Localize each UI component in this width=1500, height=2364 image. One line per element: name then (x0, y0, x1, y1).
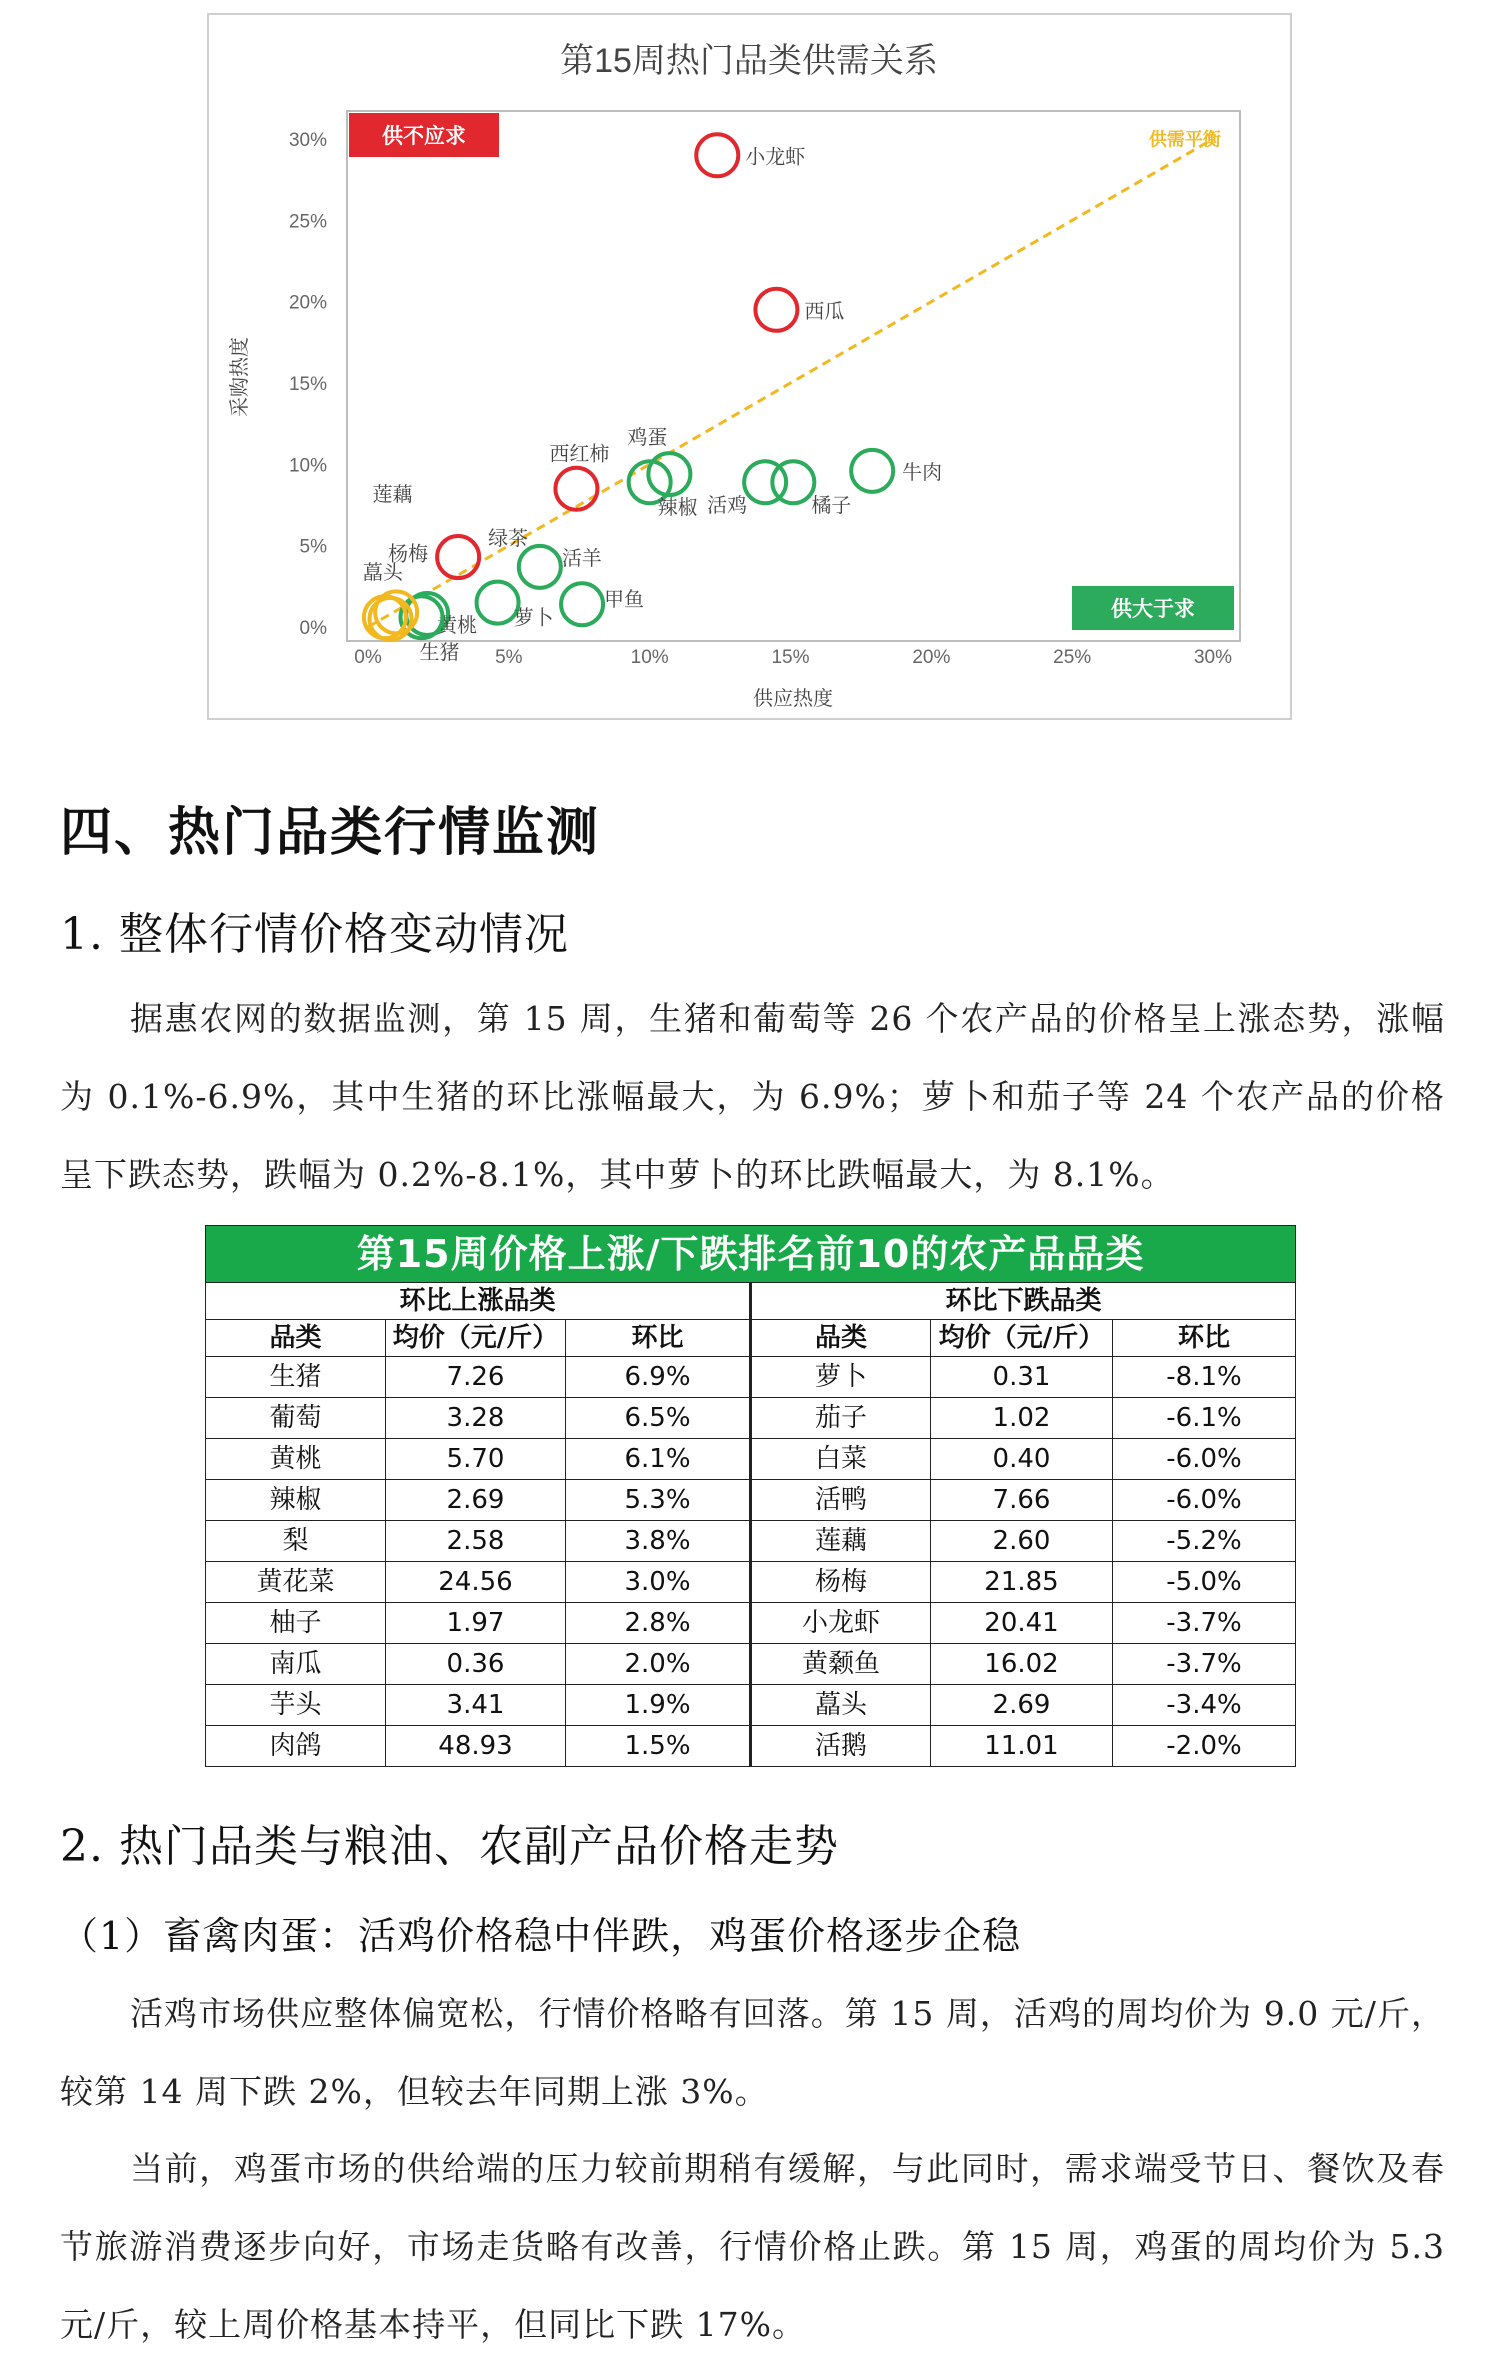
category-cell: 黄桃 (206, 1439, 386, 1480)
change-cell: -3.7% (1113, 1644, 1296, 1685)
category-cell: 柚子 (206, 1603, 386, 1644)
category-cell: 莲藕 (751, 1521, 931, 1562)
change-cell: 3.8% (566, 1521, 751, 1562)
category-cell: 黄颡鱼 (751, 1644, 931, 1685)
price-cell: 16.02 (931, 1644, 1113, 1685)
rise-header: 环比上涨品类 (206, 1283, 751, 1320)
paragraph-overall: 据惠农网的数据监测，第 15 周，生猪和葡萄等 26 个农产品的价格呈上涨态势，涨幅为 0.1%-6.9%，其中生猪的环比涨幅最大，为 6.9%；萝卜和茄子等 24 个农产品的价格呈下跌态势，跌幅为 0.2%-8.1%，其中萝卜的环比跌幅最大，为 8.1%。 (60, 999, 1445, 1194)
paragraph-live-chicken: 活鸡市场供应整体偏宽松，行情价格略有回落。第 15 周，活鸡的周均价为 9.0 元/斤，较第 14 周下跌 2%，但较去年同期上涨 3%。 (60, 1994, 1445, 2111)
y-tick-label: 5% (299, 536, 327, 558)
data-point (519, 546, 561, 588)
price-ranking-table-wrap (205, 1225, 1295, 1767)
category-cell: 活鹅 (751, 1726, 931, 1767)
point-label: 鸡蛋 (627, 427, 668, 450)
x-tick-label: 5% (495, 647, 523, 668)
point-label: 西红柿 (549, 443, 610, 466)
price-cell: 2.69 (386, 1480, 566, 1521)
category-cell: 葡萄 (206, 1398, 386, 1439)
data-point (437, 536, 479, 578)
price-cell: 48.93 (386, 1726, 566, 1767)
point-label: 小龙虾 (745, 146, 806, 169)
point-label: 橘子 (811, 495, 852, 518)
x-tick-label: 0% (354, 647, 382, 668)
change-cell: 2.8% (566, 1603, 751, 1644)
y-tick-label: 15% (288, 374, 327, 395)
category-cell: 小龙虾 (751, 1603, 931, 1644)
surplus-badge: 供大于求 (1111, 598, 1195, 621)
point-label: 黄桃 (437, 614, 478, 637)
category-cell: 黄花菜 (206, 1562, 386, 1603)
table-row (206, 1439, 1296, 1480)
price-cell: 5.70 (386, 1439, 566, 1480)
change-cell: -6.0% (1113, 1480, 1296, 1521)
point-label: 杨梅 (388, 543, 429, 566)
y-tick-label: 20% (288, 292, 327, 314)
change-cell: 6.9% (566, 1357, 751, 1398)
table-row (206, 1603, 1296, 1644)
table-row (206, 1644, 1296, 1685)
data-point (851, 450, 893, 492)
point-label: 生猪 (419, 642, 460, 665)
x-tick-label: 20% (912, 647, 951, 668)
table-row (206, 1726, 1296, 1767)
change-cell: -3.7% (1113, 1603, 1296, 1644)
scatter-plot (209, 15, 1290, 718)
data-point (755, 289, 797, 331)
point-label: 绿茶 (488, 528, 529, 551)
data-point (561, 583, 603, 625)
price-cell: 1.02 (931, 1398, 1113, 1439)
price-cell: 7.66 (931, 1480, 1113, 1521)
price-cell: 3.41 (386, 1685, 566, 1726)
category-cell: 杨梅 (751, 1562, 931, 1603)
point-label: 萝卜 (513, 607, 554, 630)
category-cell: 梨 (206, 1521, 386, 1562)
subsection-title-2-1: （1）畜禽肉蛋：活鸡价格稳中伴跌，鸡蛋价格逐步企稳 (60, 1914, 1022, 1958)
price-cell: 2.58 (386, 1521, 566, 1562)
change-cell: 6.5% (566, 1398, 751, 1439)
y-axis-label: 采购热度 (229, 337, 251, 417)
price-cell: 0.31 (931, 1357, 1113, 1398)
subsection-title-2: 2. 热门品类与粮油、农副产品价格走势 (60, 1821, 839, 1872)
point-label: 甲鱼 (604, 589, 645, 612)
category-cell: 芋头 (206, 1685, 386, 1726)
col-header: 环比 (566, 1320, 751, 1357)
x-tick-label: 15% (771, 647, 810, 668)
price-ranking-table (205, 1225, 1296, 1767)
data-point (555, 468, 597, 510)
price-cell: 2.69 (931, 1685, 1113, 1726)
price-cell: 2.60 (931, 1521, 1113, 1562)
col-header: 均价（元/斤） (386, 1320, 566, 1357)
balance-line (368, 139, 1213, 627)
price-cell: 1.97 (386, 1603, 566, 1644)
change-cell: -6.1% (1113, 1398, 1296, 1439)
data-point (477, 582, 519, 624)
data-point (696, 134, 738, 176)
change-cell: -8.1% (1113, 1357, 1296, 1398)
change-cell: 6.1% (566, 1439, 751, 1480)
table-row (206, 1521, 1296, 1562)
category-cell: 白菜 (751, 1439, 931, 1480)
price-cell: 20.41 (931, 1603, 1113, 1644)
fall-header: 环比下跌品类 (751, 1283, 1296, 1320)
y-tick-label: 10% (288, 455, 327, 477)
data-point (772, 461, 814, 503)
chart-title: 第15周热门品类供需关系 (560, 42, 938, 80)
price-cell: 0.40 (931, 1439, 1113, 1480)
price-cell: 11.01 (931, 1726, 1113, 1767)
price-cell: 24.56 (386, 1562, 566, 1603)
subsection-title-1: 1. 整体行情价格变动情况 (60, 909, 569, 960)
section-title: 四、热门品类行情监测 (60, 802, 601, 863)
category-cell: 南瓜 (206, 1644, 386, 1685)
point-label: 莲藕 (372, 483, 413, 506)
change-cell: 3.0% (566, 1562, 751, 1603)
category-cell: 活鸭 (751, 1480, 931, 1521)
balance-label: 供需平衡 (1148, 129, 1221, 150)
point-label: 辣椒 (657, 497, 698, 520)
change-cell: 2.0% (566, 1644, 751, 1685)
table-title: 第15周价格上涨/下跌排名前10的农产品品类 (206, 1226, 1296, 1283)
table-row (206, 1685, 1296, 1726)
supply-demand-chart (207, 13, 1292, 720)
x-axis-label: 供应热度 (753, 688, 833, 710)
category-cell: 生猪 (206, 1357, 386, 1398)
x-tick-label: 10% (630, 647, 669, 668)
col-header: 品类 (206, 1320, 386, 1357)
price-cell: 0.36 (386, 1644, 566, 1685)
table-row (206, 1357, 1296, 1398)
col-header: 均价（元/斤） (931, 1320, 1113, 1357)
point-label: 西瓜 (804, 300, 845, 323)
category-cell: 茄子 (751, 1398, 931, 1439)
point-label: 牛肉 (902, 461, 943, 484)
point-label: 活鸡 (707, 495, 748, 518)
change-cell: -2.0% (1113, 1726, 1296, 1767)
price-cell: 3.28 (386, 1398, 566, 1439)
category-cell: 藠头 (751, 1685, 931, 1726)
change-cell: 1.5% (566, 1726, 751, 1767)
point-label: 活羊 (561, 547, 602, 570)
change-cell: -3.4% (1113, 1685, 1296, 1726)
change-cell: -5.2% (1113, 1521, 1296, 1562)
shortage-badge: 供不应求 (382, 125, 466, 148)
change-cell: -6.0% (1113, 1439, 1296, 1480)
table-row (206, 1398, 1296, 1439)
category-cell: 辣椒 (206, 1480, 386, 1521)
price-cell: 7.26 (386, 1357, 566, 1398)
change-cell: 1.9% (566, 1685, 751, 1726)
paragraph-eggs: 当前，鸡蛋市场的供给端的压力较前期稍有缓解，与此同时，需求端受节日、餐饮及春节旅游消费逐步向好，市场走货略有改善，行情价格止跌。第 15 周，鸡蛋的周均价为 5.3 元/斤，较上周价格基本持平，但同比下跌 17%。 (60, 2149, 1445, 2344)
table-row (206, 1480, 1296, 1521)
y-tick-label: 25% (288, 211, 327, 233)
plot-frame (347, 111, 1240, 641)
col-header: 品类 (751, 1320, 931, 1357)
y-tick-label: 0% (299, 618, 327, 639)
table-row (206, 1562, 1296, 1603)
x-tick-label: 30% (1193, 647, 1233, 668)
category-cell: 萝卜 (751, 1357, 931, 1398)
x-tick-label: 25% (1053, 647, 1092, 668)
point-label: 藠头 (362, 562, 403, 585)
change-cell: -5.0% (1113, 1562, 1296, 1603)
category-cell: 肉鸽 (206, 1726, 386, 1767)
col-header: 环比 (1113, 1320, 1296, 1357)
price-cell: 21.85 (931, 1562, 1113, 1603)
change-cell: 5.3% (566, 1480, 751, 1521)
y-tick-label: 30% (288, 130, 327, 151)
